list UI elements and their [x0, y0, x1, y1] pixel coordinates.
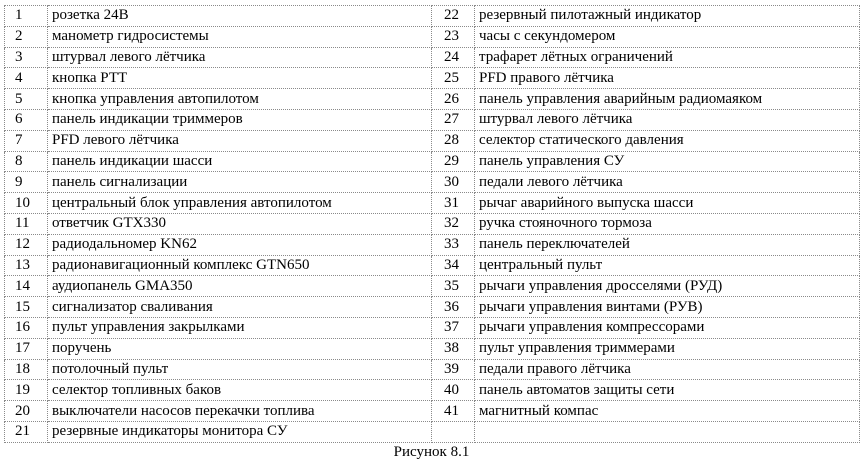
legend-number-right: 38 [432, 338, 475, 359]
legend-row [5, 47, 860, 68]
legend-row [5, 6, 860, 27]
legend-number-left: 3 [5, 47, 48, 68]
legend-label-left: кнопка управления автопилотом [48, 89, 432, 110]
legend-label-right: PFD правого лётчика [475, 68, 860, 89]
legend-label-right: педали левого лётчика [475, 172, 860, 193]
legend-number-right: 39 [432, 359, 475, 380]
legend-row [5, 317, 860, 338]
legend-label-right: панель управления СУ [475, 151, 860, 172]
legend-label-left: ответчик GTX330 [48, 213, 432, 234]
legend-number-right: 32 [432, 213, 475, 234]
legend-number-left: 18 [5, 359, 48, 380]
legend-row [5, 213, 860, 234]
legend-row [5, 297, 860, 318]
legend-number-right: 29 [432, 151, 475, 172]
legend-number-left: 12 [5, 234, 48, 255]
legend-label-left: штурвал левого лётчика [48, 47, 432, 68]
legend-number-right: 37 [432, 317, 475, 338]
legend-number-right: 36 [432, 297, 475, 318]
legend-label-right: часы с секундомером [475, 26, 860, 47]
legend-row [5, 255, 860, 276]
legend-number-left: 7 [5, 130, 48, 151]
legend-label-left: розетка 24В [48, 6, 432, 27]
legend-row [5, 359, 860, 380]
legend-number-right: 24 [432, 47, 475, 68]
legend-label-right: резервный пилотажный индикатор [475, 6, 860, 27]
legend-row [5, 89, 860, 110]
legend-row [5, 172, 860, 193]
legend-number-right: 23 [432, 26, 475, 47]
legend-row [5, 276, 860, 297]
legend-label-right [475, 421, 860, 442]
legend-label-left: селектор топливных баков [48, 380, 432, 401]
legend-label-right: панель управления аварийным радиомаяком [475, 89, 860, 110]
legend-number-right: 35 [432, 276, 475, 297]
legend-label-left: потолочный пульт [48, 359, 432, 380]
legend-number-right: 41 [432, 401, 475, 422]
legend-label-right: рычаги управления компрессорами [475, 317, 860, 338]
legend-number-left: 15 [5, 297, 48, 318]
legend-label-right: рычаг аварийного выпуска шасси [475, 193, 860, 214]
legend-row [5, 380, 860, 401]
legend-number-right: 22 [432, 6, 475, 27]
legend-label-right: трафарет лётных ограничений [475, 47, 860, 68]
legend-label-right: панель переключателей [475, 234, 860, 255]
legend-label-right: рычаги управления винтами (РУВ) [475, 297, 860, 318]
legend-label-right: педали правого лётчика [475, 359, 860, 380]
legend-label-left: манометр гидросистемы [48, 26, 432, 47]
legend-row [5, 234, 860, 255]
legend-row [5, 130, 860, 151]
legend-row [5, 26, 860, 47]
legend-label-left: радионавигационный комплекс GTN650 [48, 255, 432, 276]
legend-row [5, 338, 860, 359]
legend-label-left: кнопка РТТ [48, 68, 432, 89]
legend-table [4, 5, 860, 443]
legend-number-left: 4 [5, 68, 48, 89]
legend-label-left: выключатели насосов перекачки топлива [48, 401, 432, 422]
legend-number-left: 5 [5, 89, 48, 110]
legend-number-left: 14 [5, 276, 48, 297]
legend-label-left: радиодальномер KN62 [48, 234, 432, 255]
legend-label-left: резервные индикаторы монитора СУ [48, 421, 432, 442]
legend-number-right [432, 421, 475, 442]
legend-label-right: селектор статического давления [475, 130, 860, 151]
legend-row [5, 109, 860, 130]
legend-number-left: 17 [5, 338, 48, 359]
legend-number-left: 20 [5, 401, 48, 422]
legend-label-right: ручка стояночного тормоза [475, 213, 860, 234]
legend-number-left: 11 [5, 213, 48, 234]
legend-label-left: аудиопанель GMA350 [48, 276, 432, 297]
legend-label-left: сигнализатор сваливания [48, 297, 432, 318]
legend-row [5, 401, 860, 422]
legend-number-left: 6 [5, 109, 48, 130]
legend-label-right: центральный пульт [475, 255, 860, 276]
legend-number-left: 13 [5, 255, 48, 276]
legend-number-right: 25 [432, 68, 475, 89]
legend-number-left: 1 [5, 6, 48, 27]
legend-label-right: рычаги управления дросселями (РУД) [475, 276, 860, 297]
legend-number-right: 40 [432, 380, 475, 401]
legend-label-left: PFD левого лётчика [48, 130, 432, 151]
legend-label-left: панель индикации шасси [48, 151, 432, 172]
legend-number-right: 30 [432, 172, 475, 193]
legend-number-left: 16 [5, 317, 48, 338]
legend-table-container [4, 5, 859, 443]
legend-number-right: 34 [432, 255, 475, 276]
legend-table-body [5, 6, 860, 443]
legend-label-left: поручень [48, 338, 432, 359]
legend-label-left: пульт управления закрылками [48, 317, 432, 338]
legend-label-right: пульт управления триммерами [475, 338, 860, 359]
legend-row [5, 151, 860, 172]
legend-label-left: панель индикации триммеров [48, 109, 432, 130]
figure-caption: Рисунок 8.1 [393, 444, 470, 460]
legend-number-left: 9 [5, 172, 48, 193]
legend-number-left: 19 [5, 380, 48, 401]
legend-number-left: 2 [5, 26, 48, 47]
legend-row [5, 193, 860, 214]
legend-number-left: 8 [5, 151, 48, 172]
legend-number-left: 21 [5, 421, 48, 442]
legend-label-right: панель автоматов защиты сети [475, 380, 860, 401]
legend-label-left: центральный блок управления автопилотом [48, 193, 432, 214]
legend-number-right: 28 [432, 130, 475, 151]
legend-row [5, 421, 860, 442]
legend-number-right: 26 [432, 89, 475, 110]
legend-label-right: штурвал левого лётчика [475, 109, 860, 130]
legend-number-right: 27 [432, 109, 475, 130]
legend-row [5, 68, 860, 89]
legend-number-right: 33 [432, 234, 475, 255]
legend-label-right: магнитный компас [475, 401, 860, 422]
legend-number-right: 31 [432, 193, 475, 214]
legend-label-left: панель сигнализации [48, 172, 432, 193]
legend-number-left: 10 [5, 193, 48, 214]
